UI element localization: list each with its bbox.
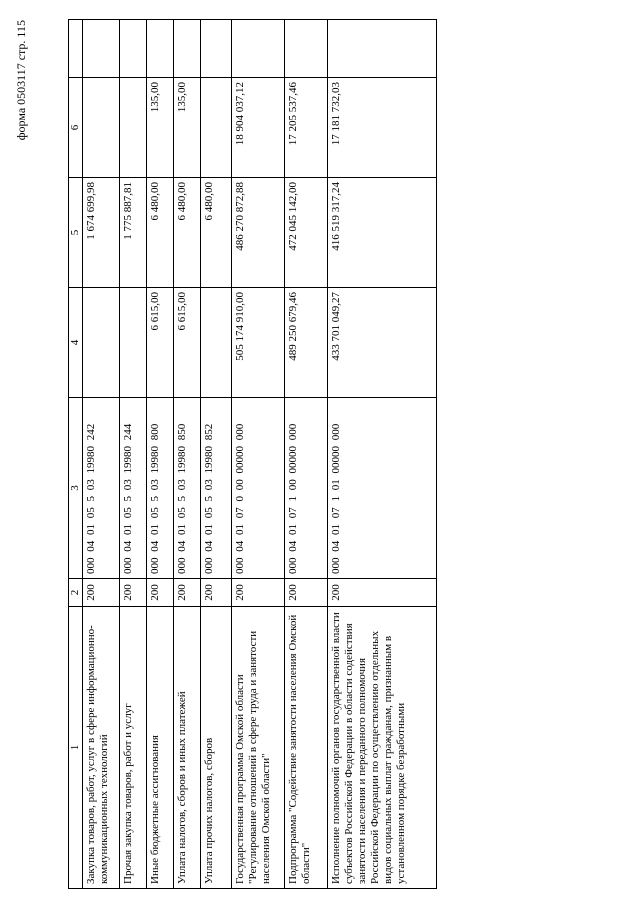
row-approved: 433 701 049,27 xyxy=(328,288,437,398)
row-empty-cell xyxy=(174,20,201,78)
row-budget-code: 000 04 01 05 5 03 19980 800 xyxy=(147,398,174,579)
row-unexecuted xyxy=(201,78,232,178)
row-name: Иные бюджетные ассигнования xyxy=(147,607,174,889)
row-name: Государственная программа Омской области "Регулирование отношений в сфере труда и занятости населения Омской области" xyxy=(232,607,285,889)
row-line-code: 200 xyxy=(83,579,120,607)
table-row xyxy=(328,20,437,889)
row-empty-cell xyxy=(232,20,285,78)
row-line-code: 200 xyxy=(201,579,232,607)
table-row xyxy=(232,20,285,889)
row-empty-cell xyxy=(120,20,147,78)
row-budget-code: 000 04 01 05 5 03 19980 244 xyxy=(120,398,147,579)
row-approved xyxy=(83,288,120,398)
row-approved: 489 250 679,46 xyxy=(285,288,328,398)
row-budget-code: 000 04 01 07 1 00 00000 000 xyxy=(285,398,328,579)
row-name: Прочая закупка товаров, работ и услуг xyxy=(120,607,147,889)
row-approved xyxy=(201,288,232,398)
row-empty-cell xyxy=(285,20,328,78)
row-unexecuted: 135,00 xyxy=(147,78,174,178)
row-approved xyxy=(120,288,147,398)
row-name: Подпрограмма "Содействие занятости населения Омской области" xyxy=(285,607,328,889)
column-number: 2 xyxy=(69,579,83,607)
column-number: 1 xyxy=(69,607,83,889)
row-unexecuted xyxy=(83,78,120,178)
column-number: 5 xyxy=(69,178,83,288)
column-number: 6 xyxy=(69,78,83,178)
row-empty-cell xyxy=(83,20,120,78)
row-empty-cell xyxy=(201,20,232,78)
row-line-code: 200 xyxy=(285,579,328,607)
row-name: Закупка товаров, работ, услуг в сфере информационно-коммуникационных технологий xyxy=(83,607,120,889)
empty-column-header xyxy=(69,20,83,78)
row-executed: 416 519 317,24 xyxy=(328,178,437,288)
row-empty-cell xyxy=(328,20,437,78)
table-row xyxy=(147,20,174,889)
row-executed: 6 480,00 xyxy=(147,178,174,288)
row-executed: 6 480,00 xyxy=(201,178,232,288)
table-row xyxy=(120,20,147,889)
row-executed: 472 045 142,00 xyxy=(285,178,328,288)
row-unexecuted: 18 904 037,12 xyxy=(232,78,285,178)
row-unexecuted xyxy=(120,78,147,178)
table-row xyxy=(174,20,201,889)
row-budget-code: 000 04 01 07 0 00 00000 000 xyxy=(232,398,285,579)
row-budget-code: 000 04 01 05 5 03 19980 242 xyxy=(83,398,120,579)
row-empty-cell xyxy=(147,20,174,78)
row-name: Уплата налогов, сборов и иных платежей xyxy=(174,607,201,889)
row-name: Исполнение полномочий органов государственной власти субъектов Российской Федерации в области содействия занятости населения и переданного полномочия Российской Федерации по осуществлению отдельных видов социальных выплат гражданам, признанным в установленном порядке безработными xyxy=(328,607,437,889)
row-line-code: 200 xyxy=(120,579,147,607)
row-budget-code: 000 04 01 05 5 03 19980 852 xyxy=(201,398,232,579)
budget-execution-table xyxy=(68,19,437,889)
row-budget-code: 000 04 01 05 5 03 19980 850 xyxy=(174,398,201,579)
column-number-row xyxy=(69,20,83,889)
row-budget-code: 000 04 01 07 1 01 00000 000 xyxy=(328,398,437,579)
table-row xyxy=(201,20,232,889)
table-row xyxy=(83,20,120,889)
row-name: Уплата прочих налогов, сборов xyxy=(201,607,232,889)
column-number: 3 xyxy=(69,398,83,579)
row-approved: 6 615,00 xyxy=(174,288,201,398)
row-approved: 6 615,00 xyxy=(147,288,174,398)
row-executed: 1 775 887,81 xyxy=(120,178,147,288)
row-approved: 505 174 910,00 xyxy=(232,288,285,398)
row-unexecuted: 135,00 xyxy=(174,78,201,178)
row-line-code: 200 xyxy=(232,579,285,607)
row-executed: 6 480,00 xyxy=(174,178,201,288)
row-line-code: 200 xyxy=(174,579,201,607)
row-executed: 1 674 699,98 xyxy=(83,178,120,288)
row-unexecuted: 17 205 537,46 xyxy=(285,78,328,178)
form-reference: форма 0503117 стр. 115 xyxy=(14,20,28,141)
row-line-code: 200 xyxy=(328,579,437,607)
row-line-code: 200 xyxy=(147,579,174,607)
row-executed: 486 270 872,88 xyxy=(232,178,285,288)
row-unexecuted: 17 181 732,03 xyxy=(328,78,437,178)
table-row xyxy=(285,20,328,889)
column-number: 4 xyxy=(69,288,83,398)
